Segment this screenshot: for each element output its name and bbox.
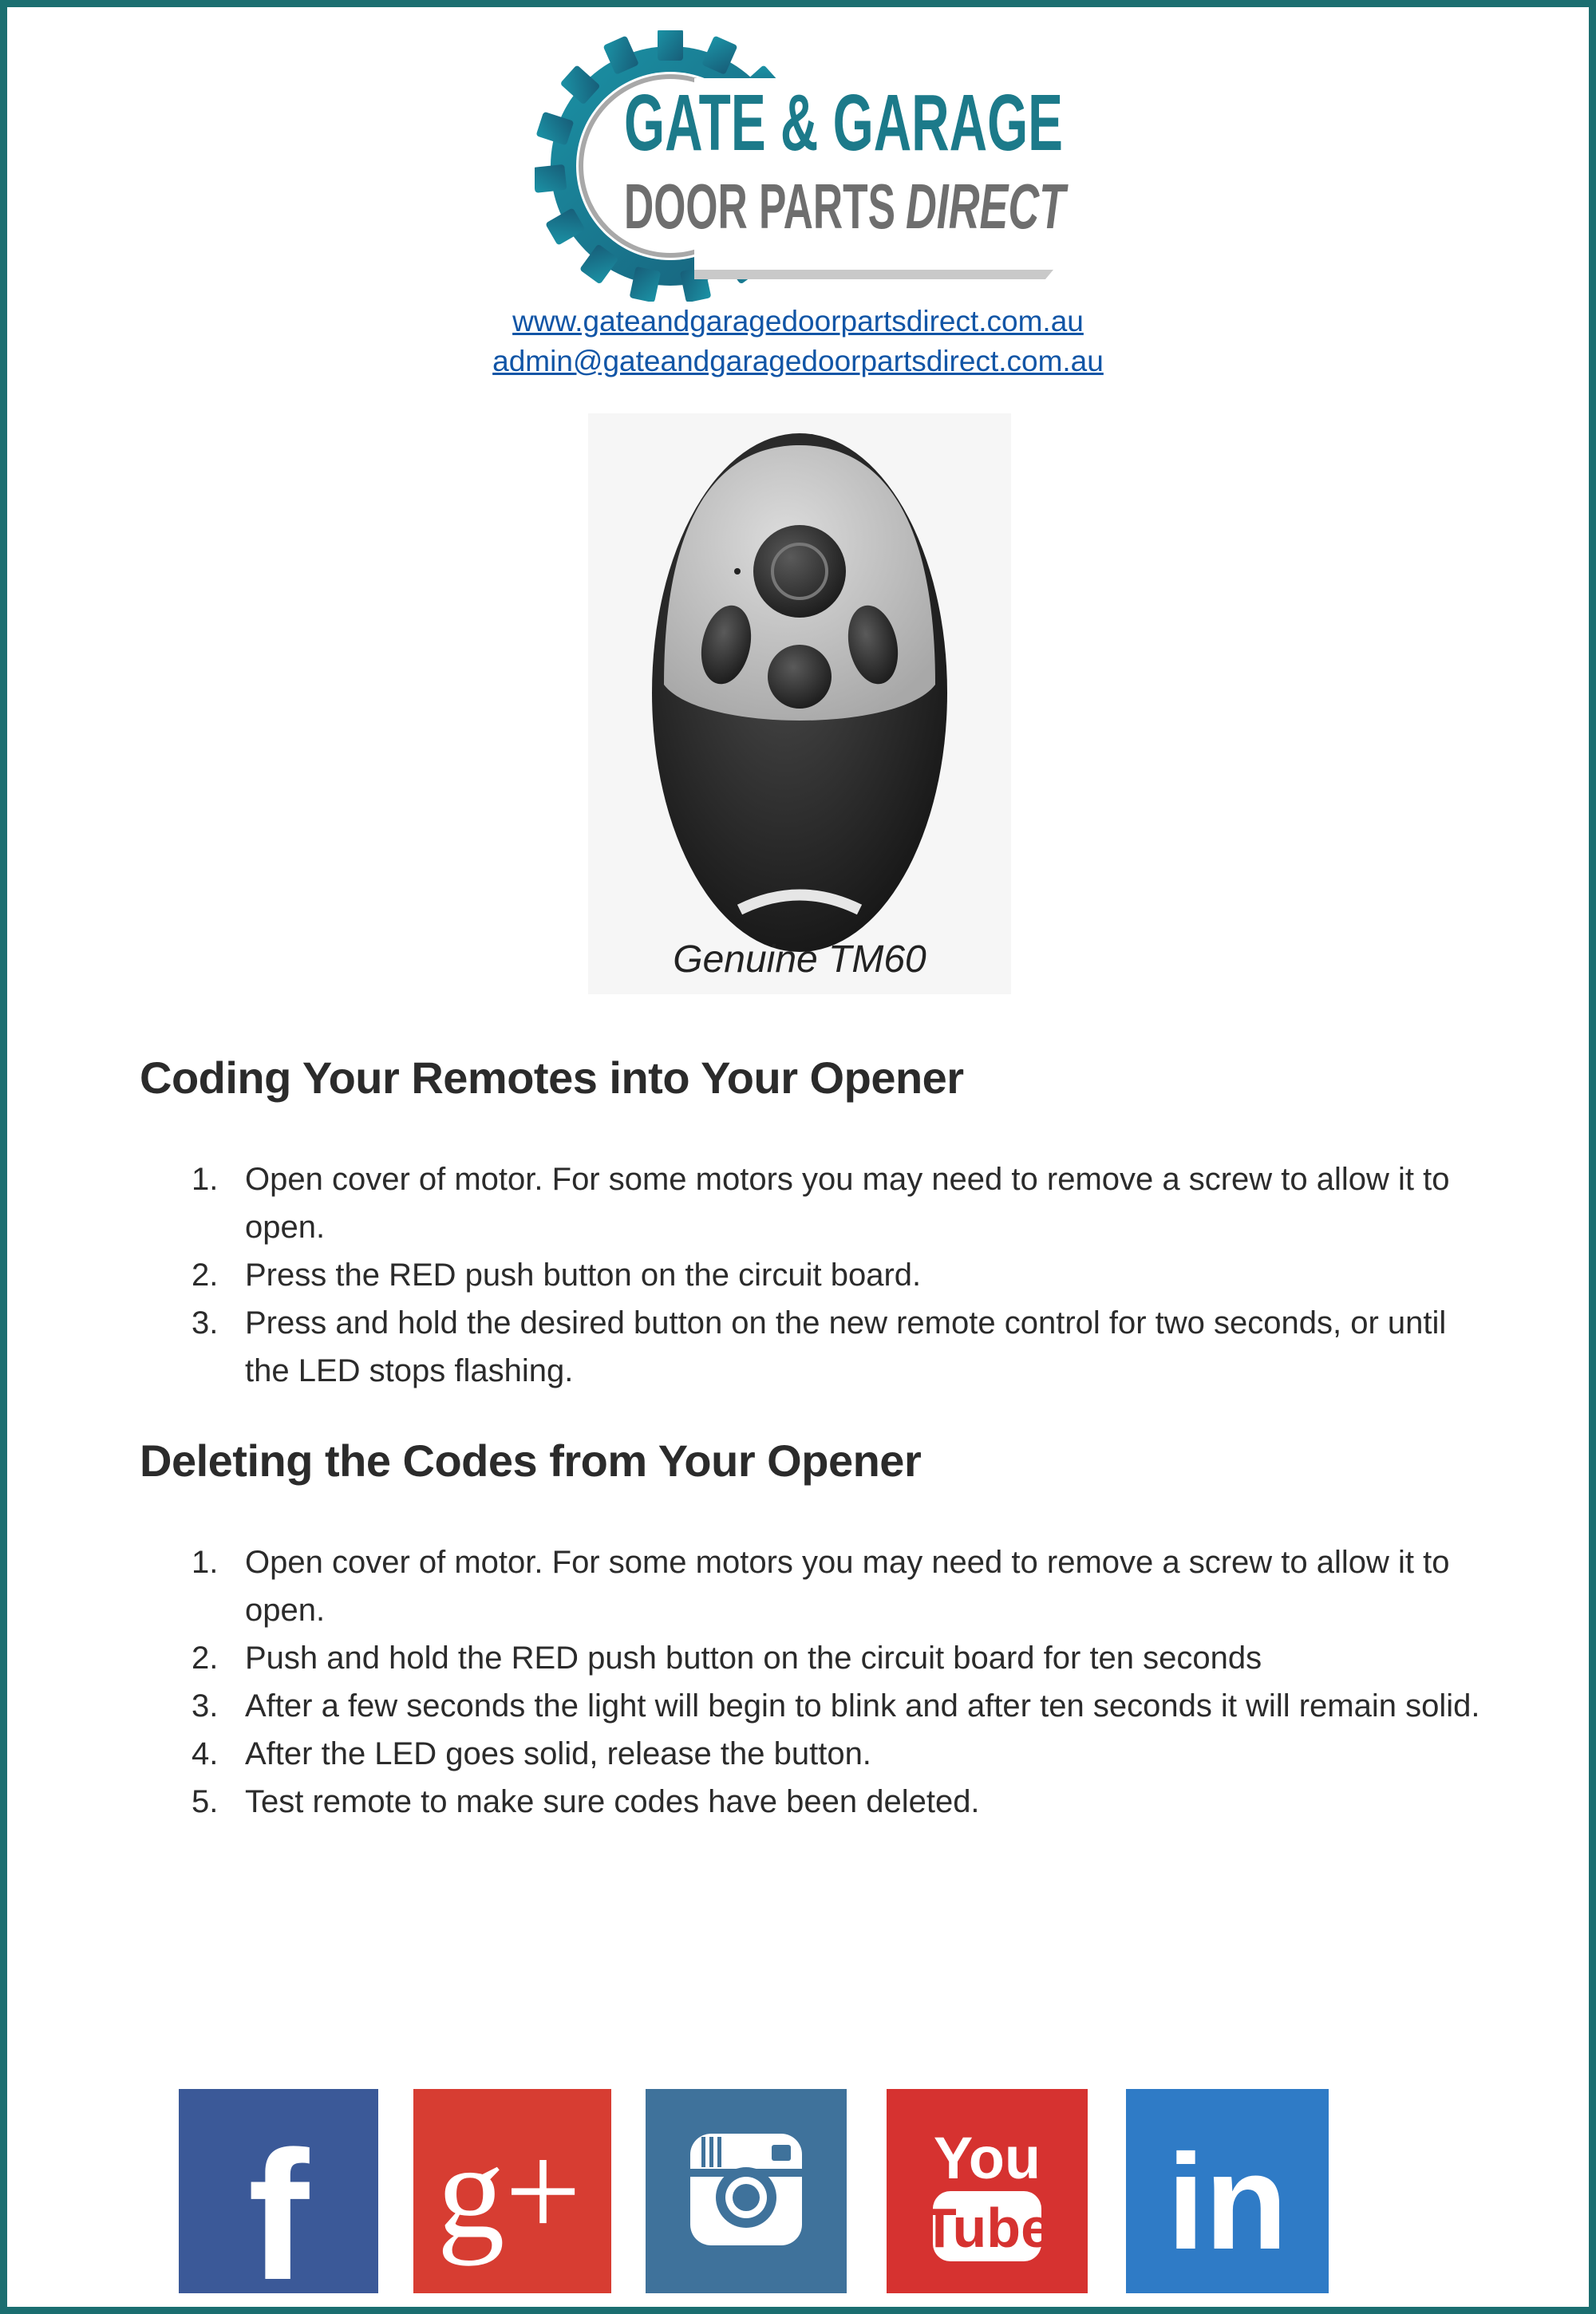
step-number: 3.	[192, 1305, 219, 1341]
svg-text:You: You	[933, 2125, 1041, 2191]
step-text: Press the RED push button on the circuit board.	[245, 1258, 922, 1293]
list-item	[140, 1682, 1480, 1730]
logo-line-2: DOOR PARTS	[624, 171, 895, 242]
logo-line-3: DIRECT	[906, 171, 1069, 242]
list-item	[140, 1634, 1480, 1682]
step-text: Open cover of motor. For some motors you may need to remove a screw to allow it to open.	[245, 1162, 1450, 1245]
step-number: 1.	[192, 1545, 219, 1580]
logo-line-1: GATE & GARAGE	[624, 78, 1063, 168]
list-item	[140, 1538, 1480, 1634]
deleting-title: Deleting the Codes from Your Opener	[140, 1435, 922, 1486]
step-text: After the LED goes solid, release the button.	[245, 1736, 871, 1771]
coding-title: Coding Your Remotes into Your Opener	[140, 1052, 964, 1103]
instagram-icon[interactable]	[646, 2089, 847, 2293]
step-text: Press and hold the desired button on the new remote control for two seconds, or until the LED stops flashing.	[245, 1305, 1447, 1388]
contact-links	[0, 302, 1596, 381]
svg-text:Tube: Tube	[922, 2197, 1053, 2259]
svg-text:f: f	[247, 2113, 310, 2293]
coding-steps	[140, 1155, 1480, 1395]
youtube-icon[interactable]	[887, 2089, 1088, 2293]
step-number: 2.	[192, 1641, 219, 1676]
step-text: Push and hold the RED push button on the circuit board for ten seconds	[245, 1641, 1262, 1676]
step-text: After a few seconds the light will begin to blink and after ten seconds it will remain solid.	[245, 1688, 1480, 1724]
step-number: 4.	[192, 1736, 219, 1771]
remote-control-icon	[652, 433, 947, 952]
step-text: Test remote to make sure codes have been deleted.	[245, 1784, 980, 1819]
linkedin-icon[interactable]	[1126, 2089, 1329, 2293]
product-image	[588, 413, 1011, 994]
svg-text:g+: g+	[437, 2116, 582, 2266]
email-link[interactable]: admin@gateandgaragedoorpartsdirect.com.au	[492, 345, 1104, 377]
deleting-steps	[140, 1538, 1480, 1826]
facebook-icon[interactable]	[179, 2089, 378, 2293]
list-item	[140, 1155, 1480, 1251]
google-plus-icon[interactable]	[413, 2089, 611, 2293]
website-link[interactable]: www.gateandgaragedoorpartsdirect.com.au	[512, 305, 1084, 338]
list-item	[140, 1299, 1480, 1395]
step-text: Open cover of motor. For some motors you may need to remove a screw to allow it to open.	[245, 1545, 1450, 1628]
svg-text:in: in	[1167, 2126, 1288, 2278]
step-number: 2.	[192, 1258, 219, 1293]
step-number: 3.	[192, 1688, 219, 1724]
list-item	[140, 1251, 1480, 1299]
brand-logo	[535, 30, 1077, 302]
list-item	[140, 1778, 1480, 1826]
step-number: 5.	[192, 1784, 219, 1819]
list-item	[140, 1730, 1480, 1778]
product-caption: Genuine TM60	[673, 938, 926, 981]
step-number: 1.	[192, 1162, 219, 1197]
